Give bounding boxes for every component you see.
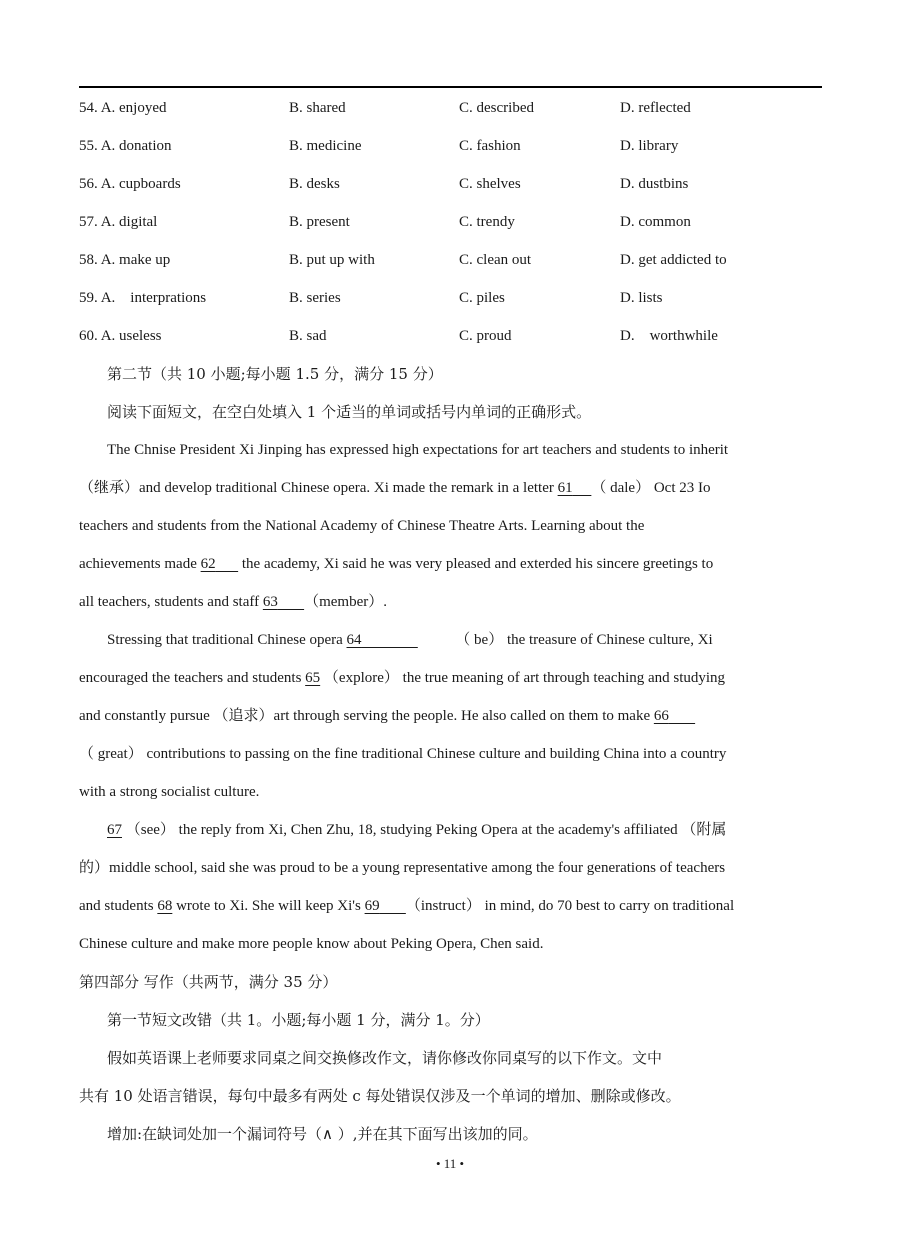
text: the academy, Xi said he was very pleased and exterded his sincere greetings to — [238, 556, 714, 572]
blank-number: 62 — [200, 556, 216, 572]
question-number: 56. — [79, 176, 98, 192]
blank-number: 61 — [557, 480, 573, 496]
passage-line: The Chnise President Xi Jinping has expressed high expectations for art teachers and students to inherit — [107, 442, 729, 458]
passage-line: teachers and students from the National Academy of Chinese Theatre Arts. Learning about the — [79, 518, 645, 534]
option-a-text: A. cupboards — [100, 176, 181, 192]
option-c: C. proud — [459, 328, 512, 344]
text: （ be） the treasure of Chinese culture, Xi — [455, 632, 713, 648]
text: （继承）and develop traditional Chinese opera. Xi made the remark in a letter — [79, 480, 558, 496]
option-a-text: A. donation — [100, 138, 172, 154]
option-d: D. get addicted to — [620, 252, 727, 268]
option-d: D. dustbins — [620, 176, 689, 192]
option-a — [79, 174, 181, 194]
option-row-59 — [79, 288, 839, 308]
question-number: 55. — [79, 138, 98, 154]
option-a — [79, 212, 157, 232]
blank-61[interactable] — [558, 480, 592, 496]
passage-line — [107, 630, 829, 650]
option-a — [79, 98, 167, 118]
part4-section1-heading: 第一节短文改错（共 1。小题;每小题 1 分，满分 1。分） — [107, 1011, 490, 1029]
part4-instruction: 增加:在缺词处加一个漏词符号（∧ ）,并在其下面写出该加的同。 — [107, 1125, 538, 1143]
passage-line: Chinese culture and make more people know about Peking Opera, Chen said. — [79, 936, 544, 952]
option-row-60 — [79, 326, 839, 346]
passage-line — [107, 820, 829, 840]
option-b: B. shared — [289, 100, 346, 116]
text: and students — [79, 898, 158, 914]
blank-66[interactable] — [654, 708, 695, 724]
option-a-text: A. make up — [100, 252, 171, 268]
passage-line: with a strong socialist culture. — [79, 784, 260, 800]
option-a-text: A. interprations — [100, 290, 207, 306]
option-b: B. put up with — [289, 252, 375, 268]
passage-line — [79, 668, 829, 688]
passage-line: （ great） contributions to passing on the fine traditional Chinese culture and building China into a country — [79, 746, 727, 762]
passage-line — [79, 896, 829, 916]
option-a-text: A. digital — [100, 214, 158, 230]
option-d: D. library — [620, 138, 679, 154]
option-a — [79, 288, 206, 308]
option-c: C. piles — [459, 290, 505, 306]
option-c: C. described — [459, 100, 534, 116]
question-number: 59. — [79, 290, 98, 306]
option-a — [79, 250, 170, 270]
option-b: B. sad — [289, 328, 327, 344]
text: （explore） the true meaning of art through teaching and studying — [320, 670, 726, 686]
blank-65[interactable]: 65 — [305, 670, 321, 686]
option-row-55 — [79, 136, 839, 156]
part4-heading: 第四部分 写作（共两节，满分 35 分） — [79, 973, 338, 991]
blank-69[interactable] — [365, 898, 406, 914]
question-number: 57. — [79, 214, 98, 230]
text: achievements made — [79, 556, 201, 572]
text: Stressing that traditional Chinese opera — [107, 632, 347, 648]
blank-number: 63 — [262, 594, 278, 610]
question-number: 54. — [79, 100, 98, 116]
option-row-58 — [79, 250, 839, 270]
option-a-text: A. useless — [100, 328, 162, 344]
blank-63[interactable] — [263, 594, 304, 610]
text: encouraged the teachers and students — [79, 670, 306, 686]
option-row-54 — [79, 98, 839, 118]
passage-line — [79, 478, 829, 498]
blank-number: 66 — [653, 708, 669, 724]
option-row-57 — [79, 212, 839, 232]
part4-instruction: 共有 10 处语言错误，每句中最多有两处 c 每处错误仅涉及一个单词的增加、删除或修改。 — [79, 1087, 681, 1105]
blank-67[interactable]: 67 — [107, 822, 122, 838]
blank-number: 69 — [364, 898, 380, 914]
text: （member）. — [304, 594, 387, 610]
option-a — [79, 326, 162, 346]
blank-68[interactable]: 68 — [157, 898, 173, 914]
text: （ dale） Oct 23 Io — [591, 480, 711, 496]
option-c: C. trendy — [459, 214, 515, 230]
option-a-text: A. enjoyed — [100, 100, 167, 116]
passage-line — [79, 706, 829, 726]
text: all teachers, students and staff — [79, 594, 263, 610]
option-b: B. desks — [289, 176, 340, 192]
option-c: C. shelves — [459, 176, 521, 192]
passage-line: 的）middle school, said she was proud to be a young representative among the four generations of teachers — [79, 860, 726, 876]
blank-62[interactable] — [201, 556, 239, 572]
option-d: D. lists — [620, 290, 663, 306]
option-c: C. fashion — [459, 138, 521, 154]
question-number: 60. — [79, 328, 98, 344]
section2-instruction: 阅读下面短文，在空白处填入 1 个适当的单词或括号内单词的正确形式。 — [107, 403, 592, 421]
option-b: B. series — [289, 290, 341, 306]
option-row-56 — [79, 174, 839, 194]
option-a — [79, 136, 172, 156]
option-d: D. reflected — [620, 100, 691, 116]
blank-number: 64 — [346, 632, 362, 648]
option-d: D. common — [620, 214, 691, 230]
question-number: 58. — [79, 252, 98, 268]
option-c: C. clean out — [459, 252, 532, 268]
text: wrote to Xi. She will keep Xi's — [172, 898, 365, 914]
top-rule — [79, 86, 822, 88]
option-d: D. worthwhile — [620, 328, 718, 344]
option-b: B. present — [289, 214, 350, 230]
part4-instruction: 假如英语课上老师要求同桌之间交换修改作文，请你修改你同桌写的以下作文。文中 — [107, 1049, 663, 1067]
text: （see） the reply from Xi, Chen Zhu, 18, studying Peking Opera at the academy's affiliated （附属 — [122, 822, 727, 838]
option-b: B. medicine — [289, 138, 362, 154]
text: and constantly pursue （追求）art through serving the people. He also called on them to make — [79, 708, 654, 724]
section2-heading: 第二节（共 10 小题;每小题 1.5 分，满分 15 分） — [107, 365, 443, 383]
passage-line — [79, 592, 829, 612]
passage-line — [79, 554, 829, 574]
page-number: • 11 • — [435, 1156, 465, 1171]
text: （instruct） in mind, do 70 best to carry on traditional — [405, 898, 735, 914]
blank-64[interactable] — [347, 632, 418, 648]
